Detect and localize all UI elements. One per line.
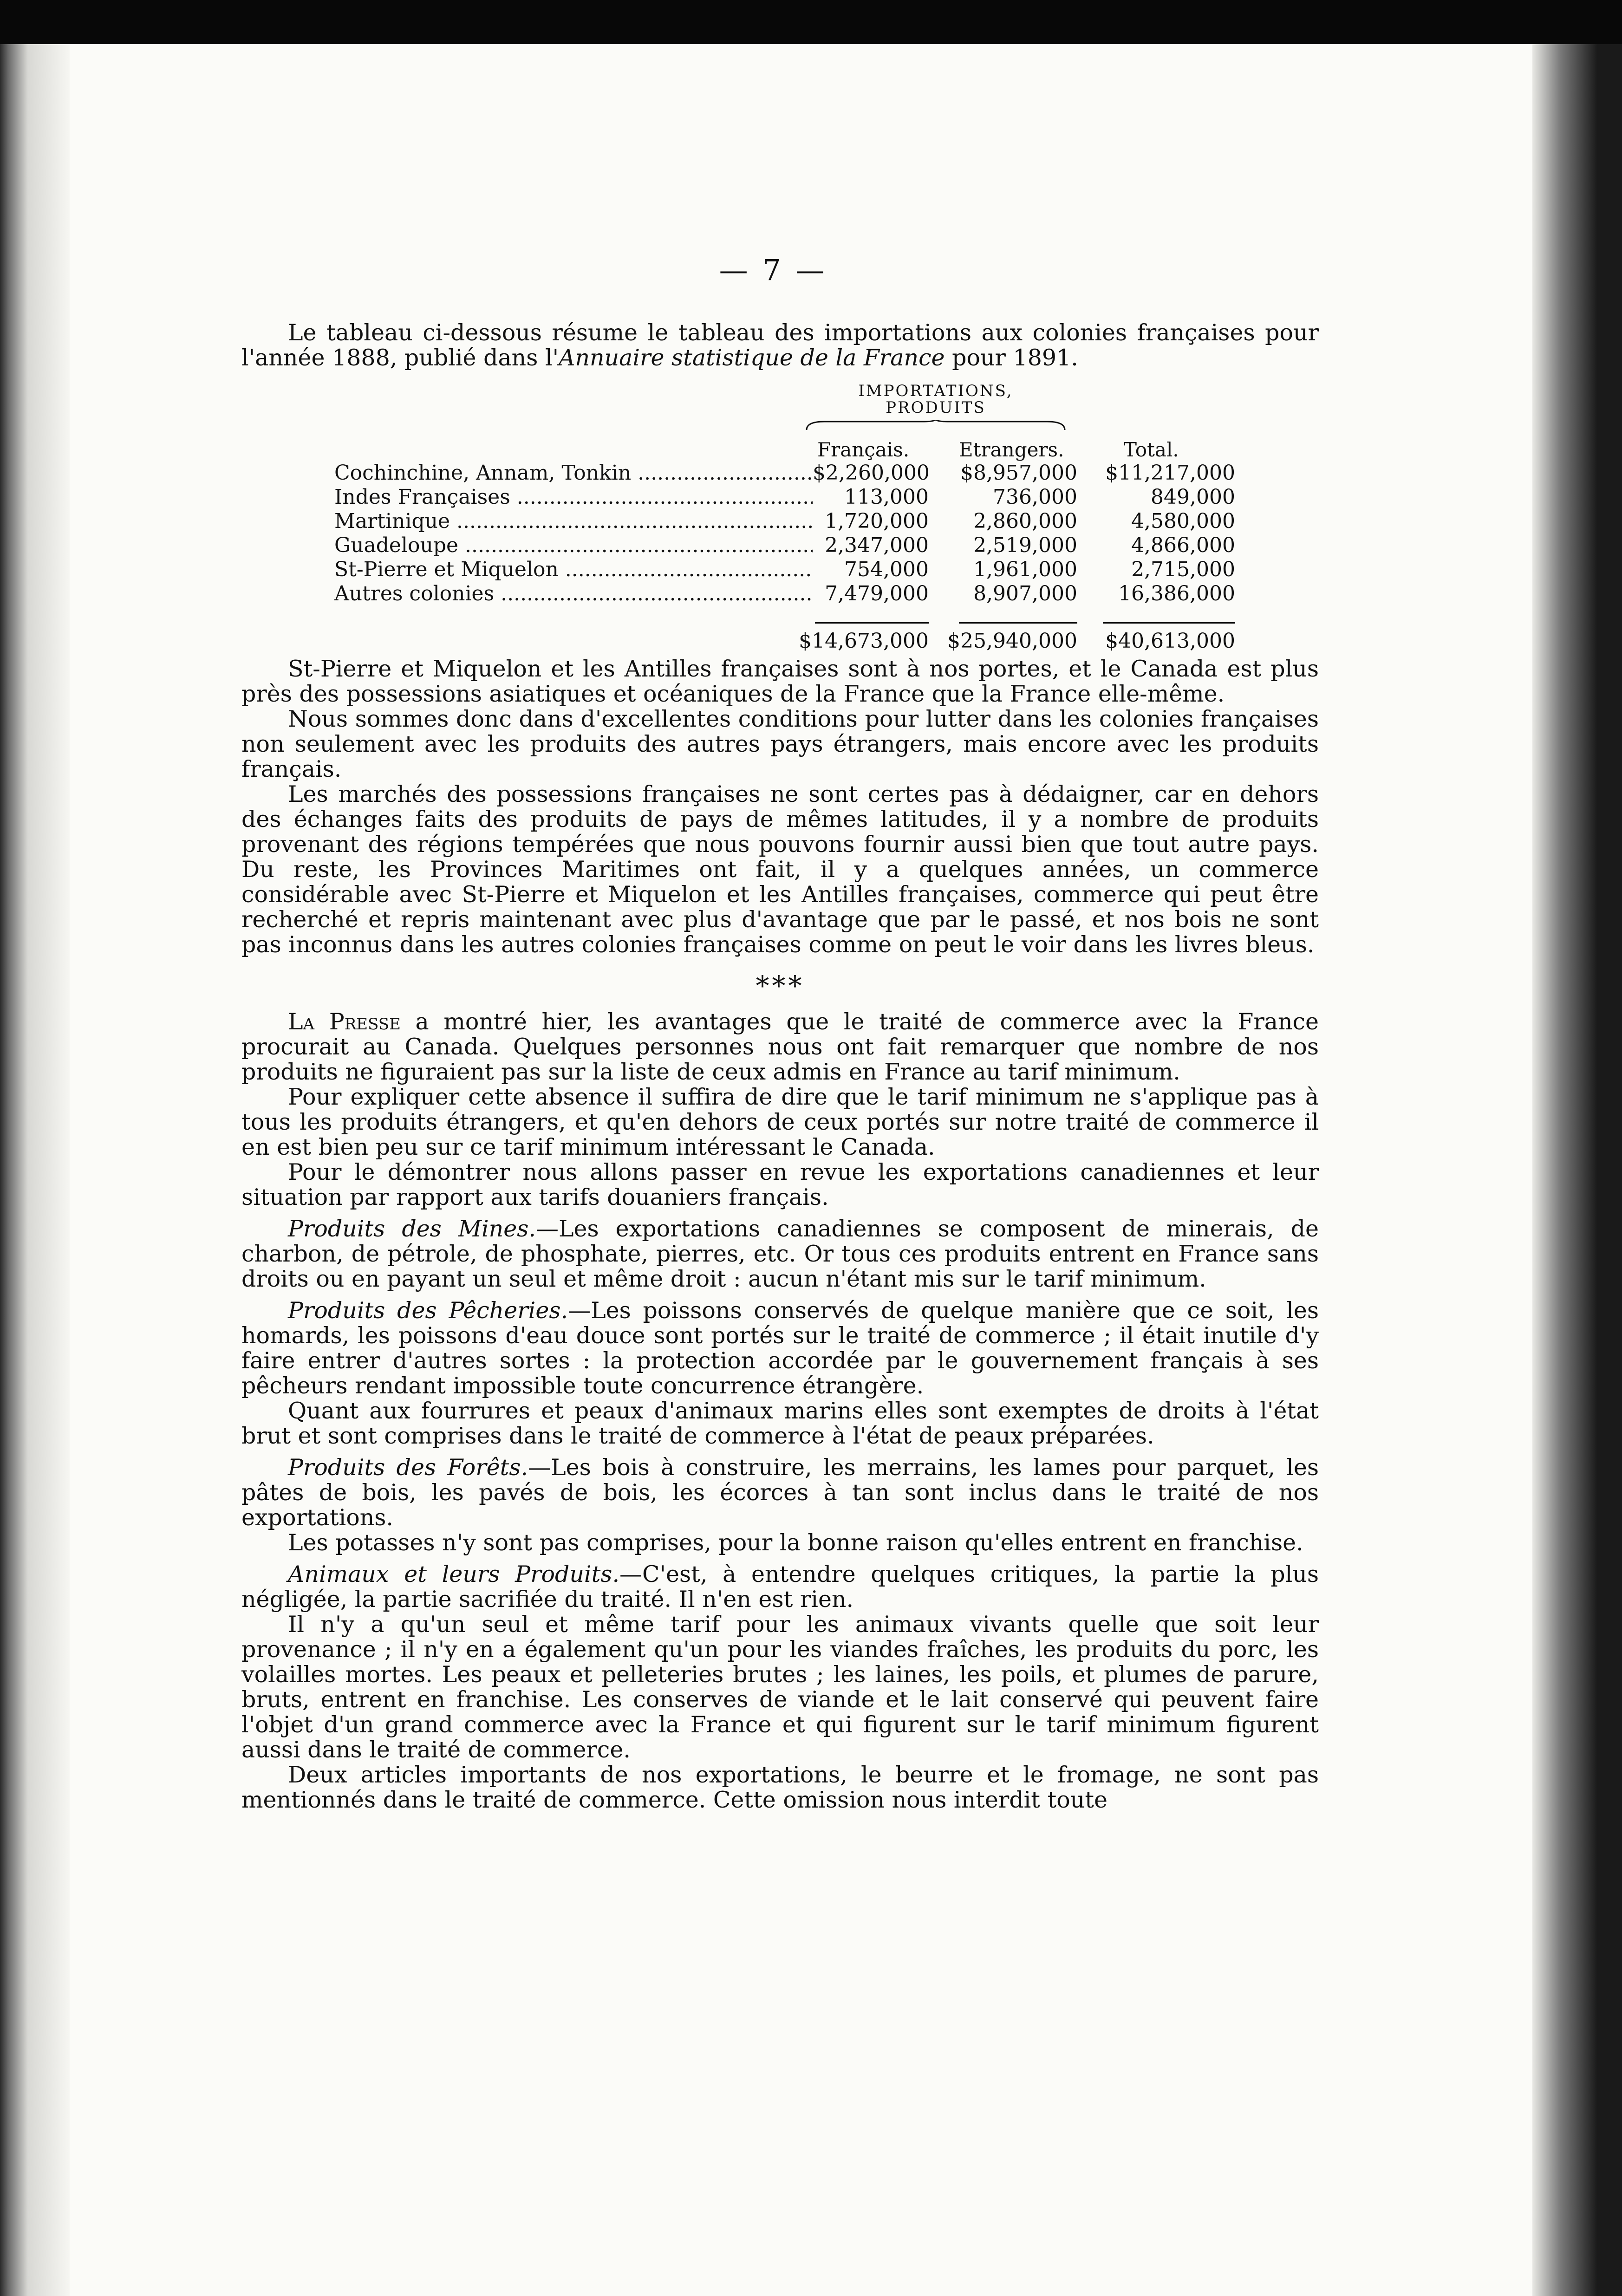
cell-francais: 7,479,000 [825, 582, 929, 605]
cell-francais: 754,000 [844, 558, 929, 581]
cell-total: 849,000 [1151, 485, 1235, 509]
cell-etrangers: 2,860,000 [973, 509, 1077, 533]
mines-text: —Les exportations canadiennes se composent de minerais, de charbon, de pétrole, de phosphate, pierres, etc. Or tous ces produits entrent en France sans droits ou en payant un seul et même droit : aucun n'étant mis sur le tarif minimum. [241, 1216, 1319, 1292]
paragraph-antilles: St-Pierre et Miquelon et les Antilles françaises sont à nos portes, et le Canada est plus près des possessions asiatiques et océaniques de la France que la France elle-même. [241, 656, 1319, 707]
intro-publication-title: Annuaire statistique de la France [559, 345, 945, 371]
cell-etrangers: $8,957,000 [960, 461, 1077, 485]
cell-francais: 1,720,000 [825, 509, 929, 533]
page-number: — 7 — [719, 253, 827, 287]
row-label: Autres colonies ..... [334, 581, 813, 606]
cell-total: 4,866,000 [1131, 533, 1235, 557]
table-header-produits: PRODUITS [886, 398, 986, 417]
row-label: Martinique ..... [334, 509, 813, 534]
column-header-francais: Français. [817, 438, 910, 461]
document-body [241, 251, 1319, 1813]
total-rule-francais [815, 622, 929, 624]
paragraph-potasses: Les potasses n'y sont pas comprises, pour la bonne raison qu'elles entrent en franchise. [288, 1529, 1303, 1556]
column-header-total: Total. [1124, 438, 1179, 461]
intro-text-before: Le tableau ci-dessous résume le tableau des importations aux colonies françaises pour l'année 1888, publié dans l' [241, 319, 1319, 371]
paragraph-beurre-fromage: Deux articles importants de nos exportations, le beurre et le fromage, ne sont pas mentionnés dans le traité de commerce. Cette omission nous interdit toute [241, 1762, 1319, 1813]
heading-produits-pecheries: Produits des Pêcheries. [288, 1297, 568, 1324]
column-header-etrangers: Etrangers. [959, 438, 1064, 461]
row-label: Guadeloupe ..... [334, 533, 813, 558]
cell-etrangers: 2,519,000 [973, 533, 1077, 557]
table-row [334, 533, 1263, 557]
scan-right-shadow [1532, 44, 1622, 2296]
cell-total: 16,386,000 [1118, 582, 1235, 605]
paragraph-revue: Pour le démontrer nous allons passer en revue les exportations canadiennes et leur situation par rapport aux tarifs douaniers français. [241, 1159, 1319, 1210]
paragraph-forets [241, 1455, 1319, 1530]
row-label: Indes Françaises ..... [334, 485, 813, 510]
scan-left-edge [0, 44, 70, 2296]
cell-total: 2,715,000 [1131, 558, 1235, 581]
cell-etrangers: 1,961,000 [973, 558, 1077, 581]
table-row [334, 485, 1263, 509]
row-label: Cochinchine, Annam, Tonkin ..... [334, 461, 813, 486]
table-row [334, 581, 1263, 605]
cell-total: 4,580,000 [1131, 509, 1235, 533]
animaux-text: —C'est, à entendre quelques critiques, la partie la plus négligée, la partie sacrifiée du traité. Il n'en est rien. [241, 1561, 1319, 1613]
table-header-importations: IMPORTATIONS, [858, 382, 1013, 400]
paragraph-mines [241, 1216, 1319, 1292]
intro-paragraph [241, 320, 1319, 371]
paragraph-pecheries [241, 1298, 1319, 1398]
table-totals-row [334, 629, 1263, 653]
paragraph-la-presse [241, 1009, 1319, 1085]
cell-etrangers: 8,907,000 [973, 582, 1077, 605]
table-row [334, 461, 1263, 485]
table-row [334, 557, 1263, 581]
paragraph-tarif-minimum: Pour expliquer cette absence il suffira de dire que le tarif minimum ne s'applique pas à tous les produits étrangers, et qu'en dehors de ceux portés sur notre traité de commerce il en est bien peu sur ce tarif minimum intéressant le Canada. [241, 1084, 1319, 1160]
cell-francais: 2,347,000 [825, 533, 929, 557]
cell-etrangers: 736,000 [993, 485, 1077, 509]
paragraph-conditions: Nous sommes donc dans d'excellentes conditions pour lutter dans les colonies françaises non seulement avec les produits des autres pays étrangers, mais encore avec les produits français. [241, 706, 1319, 782]
table-row [334, 509, 1263, 533]
paragraph-tarif-unique: Il n'y a qu'un seul et même tarif pour les animaux vivants quelle que soit leur provenance ; il n'y en a également qu'un pour les viandes fraîches, les produits du porc, les volailles mortes. Les peaux et pelleteries brutes ; les laines, les poils, et plumes de parure, bruts, entrent en franchise. Les conserves de viande et le lait conservé qui peuvent faire l'objet d'un grand commerce avec la France et qui figurent sur le tarif minimum figurent aussi dans le traité de commerce. [241, 1611, 1319, 1763]
la-presse-text: a montré hier, les avantages que le traité de commerce avec la France procurait au Canada. Quelques personnes nous ont fait remarquer que nombre de nos produits ne figuraient pas sur la liste de ceux admis en France au tarif minimum. [241, 1008, 1319, 1085]
total-etrangers: $25,940,000 [947, 629, 1077, 653]
section-separator: *** [756, 970, 805, 1002]
forets-text: —Les bois à construire, les merrains, les lames pour parquet, les pâtes de bois, les pavés de bois, les écorces à tan sont inclus dans le traité de nos exportations. [241, 1454, 1319, 1531]
table-header-brace [806, 420, 1066, 431]
total-francais: $14,673,000 [799, 629, 929, 653]
total-rule-total [1103, 622, 1235, 624]
heading-produits-mines: Produits des Mines. [288, 1216, 536, 1242]
paragraph-fourrures: Quant aux fourrures et peaux d'animaux marins elles sont exemptes de droits à l'état brut et sont comprises dans le traité de commerce à l'état de peaux préparées. [241, 1398, 1319, 1449]
cell-francais: $2,260,000 [813, 461, 930, 485]
imports-table [241, 383, 1319, 657]
cell-total: $11,217,000 [1105, 461, 1235, 485]
heading-produits-forets: Produits des Forêts. [288, 1454, 528, 1481]
total-total: $40,613,000 [1105, 629, 1235, 653]
row-label: St-Pierre et Miquelon ..... [334, 557, 813, 582]
pecheries-text: —Les poissons conservés de quelque manière que ce soit, les homards, les poissons d'eau douce sont portés sur le traité de commerce ; il était inutile d'y faire entrer d'autres sortes : la protection accordée par le gouvernement français à ses pêcheurs rendant impossible toute concurrence étrangère. [241, 1297, 1319, 1399]
newspaper-name: La Presse [288, 1008, 401, 1035]
total-rule-etrangers [959, 622, 1077, 624]
cell-francais: 113,000 [844, 485, 929, 509]
intro-text-after: pour 1891. [945, 345, 1078, 371]
heading-animaux-produits: Animaux et leurs Produits. [288, 1561, 620, 1587]
paragraph-marches: Les marchés des possessions françaises ne sont certes pas à dédaigner, car en dehors des échanges faits des produits de pays de mêmes latitudes, il y a nombre de produits provenant des régions tempérées que nous pouvons fournir aussi bien que tout autre pays. Du reste, les Provinces Maritimes ont fait, il y a quelques années, un commerce considérable avec St-Pierre et Miquelon et les Antilles françaises, commerce qui peut être recherché et repris maintenant avec plus d'avantage que par le passé, et nos bois ne sont pas inconnus dans les autres colonies françaises comme on peut le voir dans les livres bleus. [241, 781, 1319, 958]
scan-top-border [0, 0, 1622, 44]
paragraph-animaux [241, 1562, 1319, 1612]
